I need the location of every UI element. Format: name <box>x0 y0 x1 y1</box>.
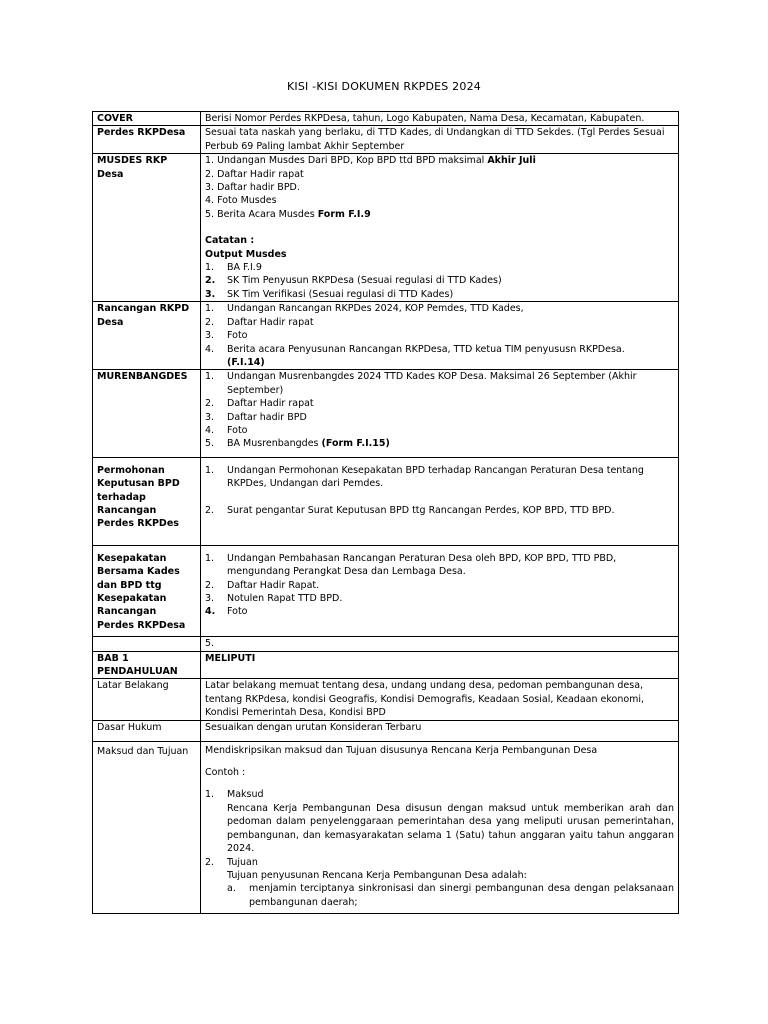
row-content: MELIPUTI <box>201 651 679 679</box>
list-item: 1. BA F.I.9 <box>205 262 262 274</box>
list-item: 4. Foto <box>205 606 248 618</box>
list-item: 3. Foto <box>205 330 248 342</box>
table-row <box>93 154 679 302</box>
list-item: 3. Daftar hadir BPD <box>205 411 307 423</box>
table-row <box>93 720 679 741</box>
table-row <box>93 302 679 370</box>
row-label: Dasar Hukum <box>93 720 201 741</box>
list-item: 2. Tujuan <box>205 856 258 868</box>
tujuan-text: Tujuan penyusunan Rencana Kerja Pembangunan Desa adalah: <box>227 869 527 881</box>
list-item: 2. Daftar Hadir Rapat. <box>205 579 320 591</box>
output-heading: Output Musdes <box>205 248 287 260</box>
table-row <box>93 112 679 126</box>
row-content <box>201 302 679 370</box>
form-reference: (F.I.14) <box>227 356 265 368</box>
table-row <box>93 741 679 913</box>
row-content <box>201 741 679 913</box>
table-row <box>93 651 679 679</box>
row-content <box>201 457 679 545</box>
row-label: Permohonan Keputusan BPD terhadap Rancangan Perdes RKPDes <box>93 457 201 545</box>
intro-text: Mendiskripsikan maksud dan Tujuan disusunya Rencana Kerja Pembangunan Desa <box>205 744 598 756</box>
row-content: Sesuaikan dengan urutan Konsideran Terbaru <box>201 720 679 741</box>
row-content <box>201 154 679 302</box>
maksud-text: Rencana Kerja Pembangunan Desa disusun dengan maksud untuk memberikan arah dan pedoman dalam penyelenggaraan pemerintahan desa yang meliputi urusan pemerintahan, pembangunan, dan kemasyarakatan selama 1 (Satu) tahun anggaran yaitu tahun anggaran 2024. <box>227 802 674 855</box>
document-title: KISI -KISI DOKUMEN RKPDES 2024 <box>287 80 481 93</box>
row-label: MURENBANGDES <box>93 370 201 457</box>
list-item: 1. Undangan Rancangan RKPDes 2024, KOP Pemdes, TTD Kades, <box>205 303 524 315</box>
table-row <box>93 370 679 457</box>
list-item: 1. Undangan Pembahasan Rancangan Peraturan Desa oleh BPD, KOP BPD, TTD PBD, mengundang Perangkat Desa dan Lembaga Desa. <box>205 552 617 578</box>
list-item: 1. Undangan Musrenbangdes 2024 TTD Kades KOP Desa. Maksimal 26 September (Akhir September) <box>205 371 637 396</box>
row-label: Rancangan RKPD Desa <box>93 302 201 370</box>
row-label: Kesepakatan Bersama Kades dan BPD ttg Kesepakatan Rancangan Perdes RKPDesa <box>93 545 201 636</box>
row-content: Sesuai tata naskah yang berlaku, di TTD Kades, di Undangkan di TTD Sekdes. (Tgl Perdes Sesuai Perbub 69 Paling lambat Akhir September <box>201 126 679 154</box>
list-item: 5. Berita Acara Musdes Form F.I.9 <box>205 208 371 220</box>
table-row <box>93 637 679 651</box>
list-item: 1. Maksud <box>205 789 264 801</box>
list-item: 4. Foto <box>205 424 248 436</box>
list-item: 5. BA Musrenbangdes (Form F.I.15) <box>205 438 390 450</box>
row-label: BAB 1 PENDAHULUAN <box>93 651 201 679</box>
note-heading: Catatan : <box>205 235 255 247</box>
row-label: MUSDES RKP Desa <box>93 154 201 302</box>
row-label: Perdes RKPDesa <box>93 126 201 154</box>
list-item: 3. SK Tim Verifikasi (Sesuai regulasi di TTD Kades) <box>205 288 454 300</box>
list-item: 1. Undangan Musdes Dari BPD, Kop BPD ttd BPD maksimal Akhir Juli <box>205 155 536 167</box>
table-row <box>93 126 679 154</box>
row-content: 5. <box>201 637 679 651</box>
row-label: Latar Belakang <box>93 679 201 720</box>
list-item: 4. Berita acara Penyusunan Rancangan RKPDesa, TTD ketua TIM penyususn RKPDesa. (F.I.14) <box>205 343 625 368</box>
list-item: a. menjamin terciptanya sinkronisasi dan sinergi pembangunan desa dengan pelaksanaan pembangunan daerah; <box>227 883 674 908</box>
list-item: 2. SK Tim Penyusun RKPDesa (Sesuai regulasi di TTD Kades) <box>205 275 502 287</box>
row-content <box>201 545 679 636</box>
output-list <box>205 261 674 301</box>
table-row <box>93 457 679 545</box>
list-item: 2. Daftar Hadir rapat <box>205 398 314 410</box>
row-label: COVER <box>93 112 201 126</box>
row-content: Latar belakang memuat tentang desa, undang undang desa, pedoman pembangunan desa, tentang RKPdesa, kondisi Geografis, Kondisi Demografis, Keadaan Sosial, Keadaan ekonomi, Kondisi Pemerintah Desa, Kondisi BPD <box>201 679 679 720</box>
row-label: Maksud dan Tujuan <box>93 741 201 913</box>
table-row <box>93 679 679 720</box>
row-label <box>93 637 201 651</box>
list-item: 4. Foto Musdes <box>205 195 277 207</box>
row-content <box>201 370 679 457</box>
list-item: 3. Daftar hadir BPD. <box>205 182 300 194</box>
list-item: 2. Daftar Hadir rapat <box>205 168 304 180</box>
kisi-kisi-table <box>92 111 679 914</box>
list-item: 1. Undangan Permohonan Kesepakatan BPD terhadap Rancangan Peraturan Desa tentang RKPDes, Undangan dari Pemdes. <box>205 464 644 490</box>
table-row <box>93 545 679 636</box>
row-content: Berisi Nomor Perdes RKPDesa, tahun, Logo Kabupaten, Nama Desa, Kecamatan, Kabupaten. <box>201 112 679 126</box>
example-label: Contoh : <box>205 767 246 779</box>
list-item: 3. Notulen Rapat TTD BPD. <box>205 593 343 604</box>
list-item: 2. Daftar Hadir rapat <box>205 316 314 328</box>
list-item: 2. Surat pengantar Surat Keputusan BPD ttg Rancangan Perdes, KOP BPD, TTD BPD. <box>205 504 615 516</box>
